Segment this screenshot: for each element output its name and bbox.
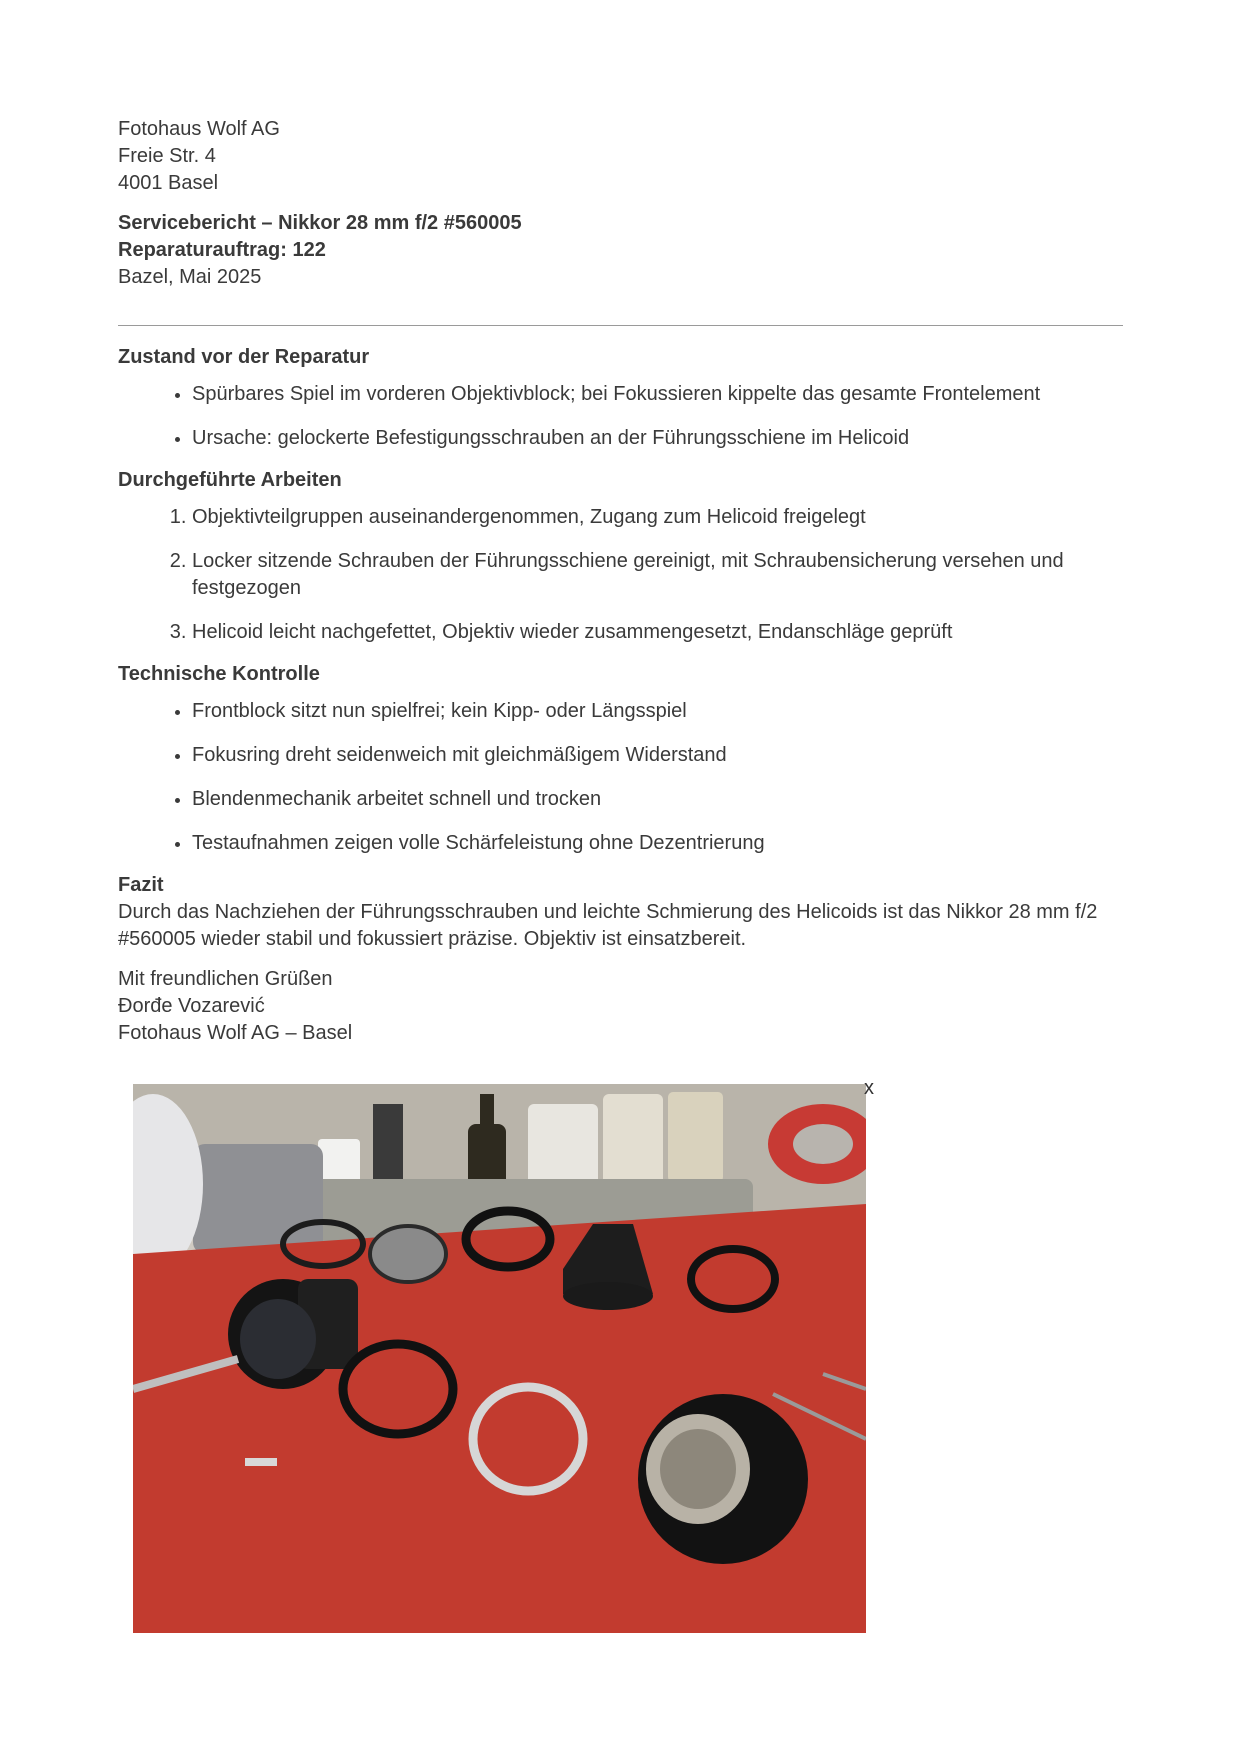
sender-company: Fotohaus Wolf AG <box>118 118 280 140</box>
signer-company: Fotohaus Wolf AG – Basel <box>118 1022 353 1044</box>
sender-city: 4001 Basel <box>118 172 219 194</box>
list-item: • Ursache: gelockerte Befestigungsschrauben an der Führungsschiene im Helicoid <box>192 425 1123 452</box>
sender-street: Freie Str. 4 <box>118 145 216 167</box>
signer-name: Đorđe Vozarević <box>118 995 265 1017</box>
signature-block <box>118 966 1123 1047</box>
list-item: • Frontblock sitzt nun spielfrei; kein Kipp- oder Längsspiel <box>192 698 1123 725</box>
list-item: 2. Locker sitzende Schrauben der Führungsschiene gereinigt, mit Schraubensicherung versehen und festgezogen <box>192 548 1123 602</box>
document-page <box>118 116 1123 1047</box>
section-heading-before: Zustand vor der Reparatur <box>118 346 370 368</box>
list-item: 1. Objektivteilgruppen auseinandergenommen, Zugang zum Helicoid freigelegt <box>192 504 1123 531</box>
check-list <box>118 698 1123 857</box>
work-list <box>118 504 1123 646</box>
fazit-text: Durch das Nachziehen der Führungsschrauben und leichte Schmierung des Helicoids ist das Nikkor 28 mm f/2 #560005 wieder stabil und fokussiert präzise. Objektiv ist einsatzbereit. <box>118 901 1098 950</box>
list-item: 3. Helicoid leicht nachgefettet, Objektiv wieder zusammengesetzt, Endanschläge geprüft <box>192 619 1123 646</box>
list-item: • Spürbares Spiel im vorderen Objektivblock; bei Fokussieren kippelte das gesamte Frontelement <box>192 381 1123 408</box>
greeting: Mit freundlichen Grüßen <box>118 968 333 990</box>
repair-photo <box>133 1084 866 1633</box>
before-list <box>118 381 1123 452</box>
list-item: • Fokusring dreht seidenweich mit gleichmäßigem Widerstand <box>192 742 1123 769</box>
list-item: • Blendenmechanik arbeitet schnell und trocken <box>192 786 1123 813</box>
report-meta <box>118 210 1123 291</box>
place-date: Bazel, Mai 2025 <box>118 266 262 288</box>
list-item: • Testaufnahmen zeigen volle Schärfeleistung ohne Dezentrierung <box>192 830 1123 857</box>
disassembled-lens-photo <box>133 1084 866 1633</box>
sender-address <box>118 116 1123 197</box>
separator-line <box>118 325 1123 326</box>
section-heading-check: Technische Kontrolle <box>118 663 320 685</box>
close-icon[interactable]: x <box>864 1077 874 1099</box>
section-heading-fazit: Fazit <box>118 874 164 896</box>
section-heading-work: Durchgeführte Arbeiten <box>118 469 342 491</box>
repair-order: Reparaturauftrag: 122 <box>118 239 326 261</box>
report-title: Servicebericht – Nikkor 28 mm f/2 #560005 <box>118 212 522 234</box>
